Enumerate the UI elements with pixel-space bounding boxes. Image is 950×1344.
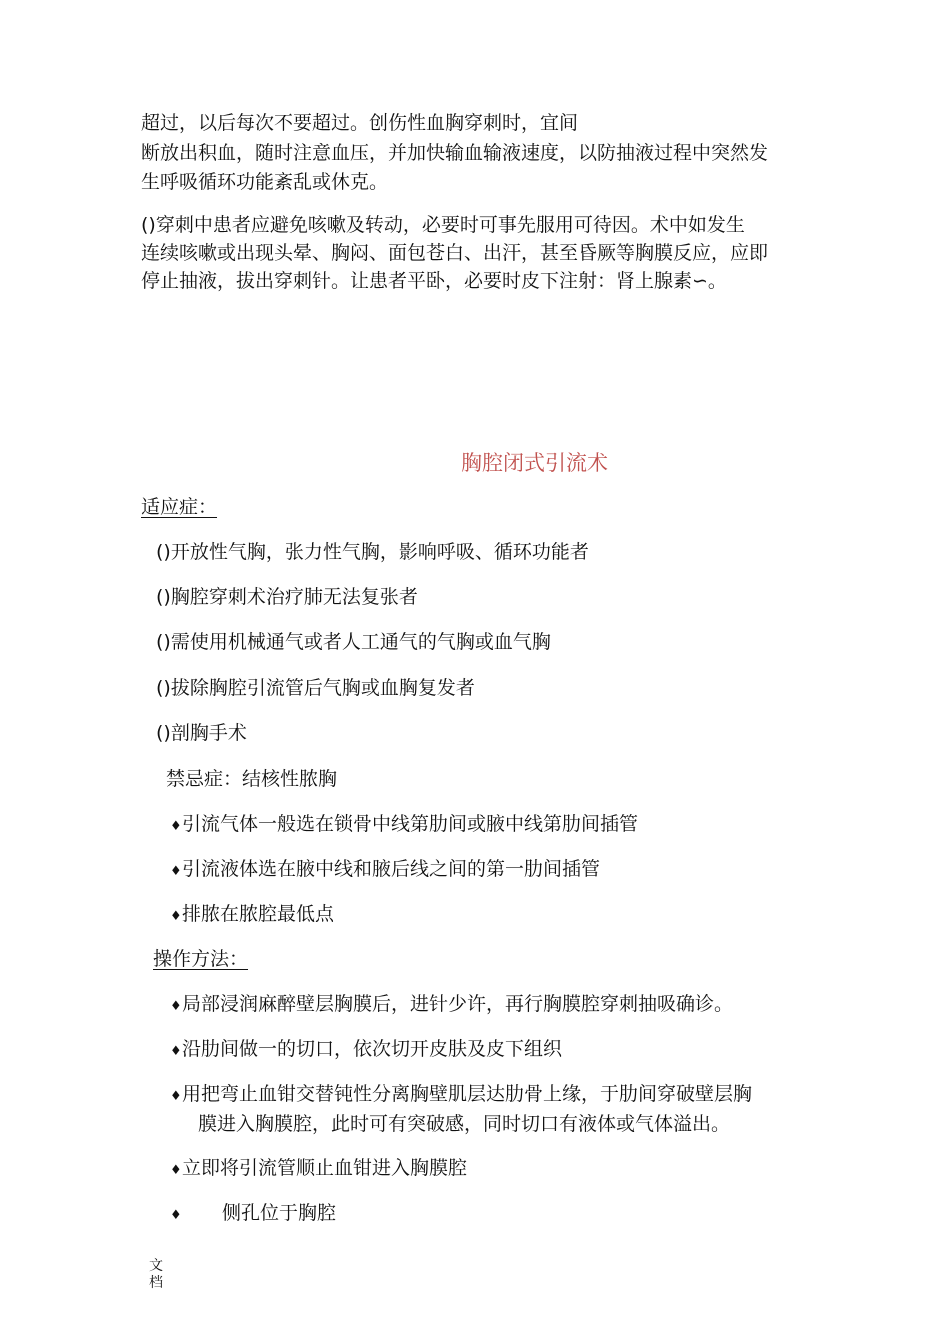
list-item <box>170 811 638 840</box>
diamond-bullet-icon: ♦ <box>170 999 182 1014</box>
diamond-bullet-icon: ♦ <box>170 1044 182 1059</box>
list-item <box>170 901 334 930</box>
paragraph-line: 断放出积血，随时注意血压，并加快输血输液速度，以防抽液过程中突然发 <box>141 142 769 164</box>
footer-mark: 文档 <box>149 1258 163 1291</box>
procedure-step <box>170 991 733 1020</box>
paragraph-line: 停止抽液，拔出穿刺针。让患者平卧，必要时皮下注射：肾上腺素∽。 <box>141 270 727 292</box>
procedure-step-text: 侧孔位于胸腔 <box>222 1202 337 1224</box>
procedure-step-text: 沿肋间做一的切口，依次切开皮肤及皮下组织 <box>182 1038 563 1060</box>
procedure-step-text: 立即将引流管顺止血钳进入胸膜腔 <box>182 1157 468 1179</box>
indication-item: ()胸腔穿刺术治疗肺无法复张者 <box>156 586 418 608</box>
diamond-bullet-icon: ♦ <box>170 1089 182 1104</box>
list-item-text: 引流气体一般选在锁骨中线第肋间或腋中线第肋间插管 <box>182 813 639 835</box>
section-title: 胸腔闭式引流术 <box>461 451 608 475</box>
paragraph-line: ()穿刺中患者应避免咳嗽及转动，必要时可事先服用可待因。术中如发生 <box>141 214 745 236</box>
procedure-step <box>170 1081 752 1110</box>
indication-item: ()开放性气胸，张力性气胸，影响呼吸、循环功能者 <box>156 541 589 563</box>
indication-item: ()拔除胸腔引流管后气胸或血胸复发者 <box>156 677 475 699</box>
list-item-text: 引流液体选在腋中线和腋后线之间的第一肋间插管 <box>182 858 601 880</box>
procedure-step <box>170 1200 336 1229</box>
diamond-bullet-icon: ♦ <box>170 864 182 879</box>
procedure-step <box>170 1036 562 1065</box>
diamond-bullet-icon: ♦ <box>170 819 182 834</box>
diamond-bullet-icon: ♦ <box>170 1208 182 1223</box>
diamond-bullet-icon: ♦ <box>170 909 182 924</box>
procedure-step-text: 局部浸润麻醉壁层胸膜后，进针少许，再行胸膜腔穿刺抽吸确诊。 <box>182 993 734 1015</box>
procedure-step-text: 用把弯止血钳交替钝性分离胸壁肌层达肋骨上缘，于肋间穿破壁层胸 <box>182 1083 753 1105</box>
paragraph-line: 超过，以后每次不要超过。创伤性血胸穿刺时，宜间 <box>141 112 579 134</box>
paragraph-line: 生呼吸循环功能紊乱或休克。 <box>141 171 389 193</box>
list-item <box>170 856 600 885</box>
indication-item: ()剖胸手术 <box>156 722 247 744</box>
indications-heading: 适应症： <box>141 496 218 518</box>
procedure-step-continuation: 膜进入胸膜腔，此时可有突破感，同时切口有液体或气体溢出。 <box>198 1113 731 1135</box>
contraindication-line: 禁忌症：结核性脓胸 <box>166 768 338 790</box>
indication-item: ()需使用机械通气或者人工通气的气胸或血气胸 <box>156 631 551 653</box>
procedure-heading: 操作方法： <box>153 948 249 970</box>
paragraph-line: 连续咳嗽或出现头晕、胸闷、面包苍白、出汗，甚至昏厥等胸膜反应，应即 <box>141 242 769 264</box>
procedure-step <box>170 1155 467 1184</box>
diamond-bullet-icon: ♦ <box>170 1163 182 1178</box>
list-item-text: 排脓在脓腔最低点 <box>182 903 335 925</box>
